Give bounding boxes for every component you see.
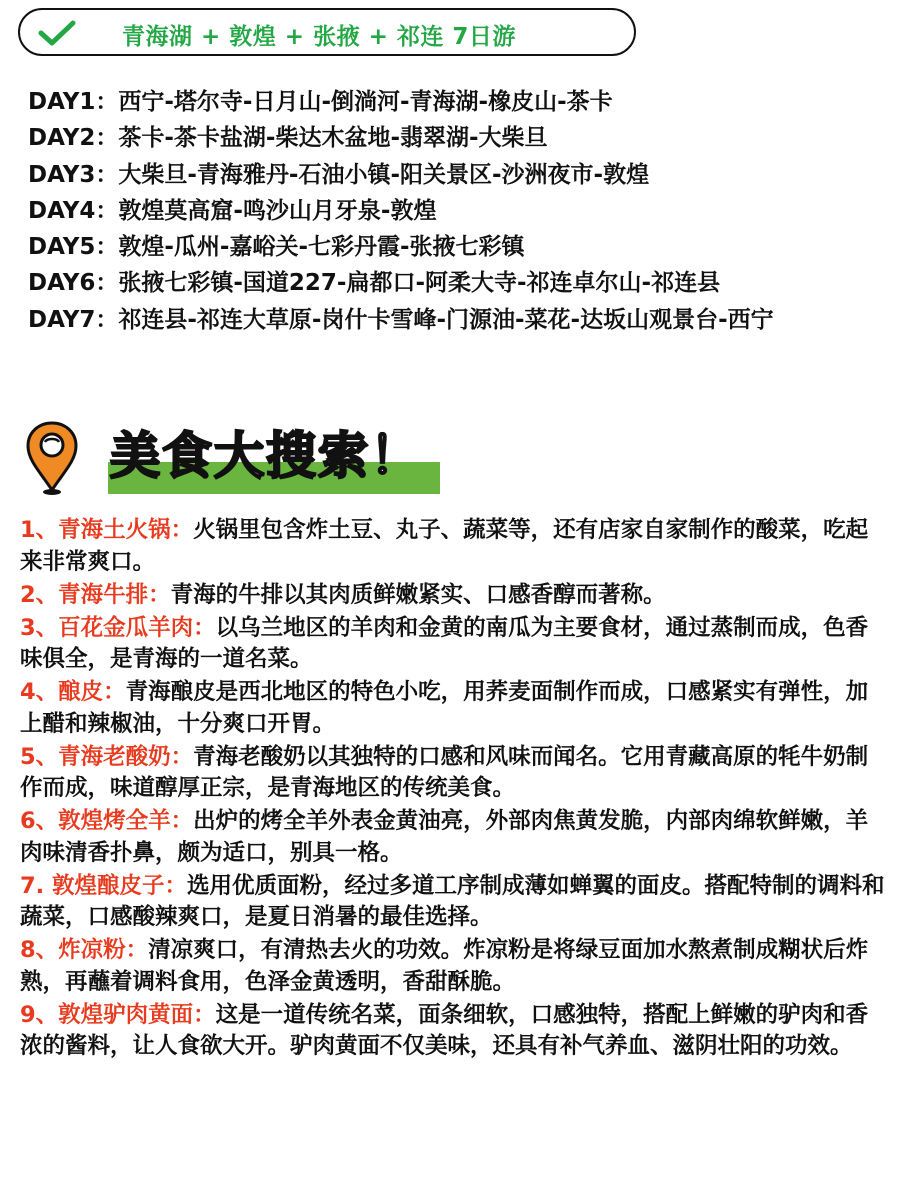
food-item — [20, 871, 885, 934]
food-item — [20, 806, 885, 869]
day-label: DAY7： — [28, 306, 119, 333]
food-description: 青海的牛排以其肉质鲜嫩紧实、口感香醇而著称。 — [170, 581, 666, 608]
itinerary-day — [28, 229, 888, 265]
day-route: 敦煌莫高窟-鸣沙山月牙泉-敦煌 — [118, 197, 437, 224]
food-item — [20, 1000, 885, 1063]
day-label: DAY3： — [28, 161, 119, 188]
food-item — [20, 742, 885, 805]
day-route: 敦煌-瓜州-嘉峪关-七彩丹霞-张掖七彩镇 — [118, 234, 525, 261]
food-name: 5、青海老酸奶： — [20, 743, 194, 770]
day-route: 大柴旦-青海雅丹-石油小镇-阳关景区-沙洲夜市-敦煌 — [118, 161, 650, 188]
itinerary-day — [28, 120, 888, 156]
itinerary-day — [28, 302, 888, 338]
food-description: 选用优质面粉，经过多道工序制成薄如蝉翼的面皮。搭配特制的调料和蔬菜，口感酸辣爽口，是夏日消暑的最佳选择。 — [20, 872, 885, 930]
food-name: 4、酿皮： — [20, 679, 126, 705]
day-label: DAY5： — [28, 234, 119, 261]
itinerary-day — [28, 193, 888, 229]
food-section-header — [22, 414, 442, 500]
day-route: 祁连县-祁连大草原-岗什卡雪峰-门源油-菜花-达坂山观景台-西宁 — [118, 306, 774, 333]
food-description: 出炉的烤全羊外表金黄油亮，外部肉焦黄发脆，内部肉绵软鲜嫩，羊肉味清香扑鼻，颇为适口，别具一格。 — [20, 808, 869, 866]
itinerary-day — [28, 265, 888, 301]
food-name: 8、炸凉粉： — [20, 937, 149, 963]
day-route: 西宁-塔尔寺-日月山-倒淌河-青海湖-橡皮山-茶卡 — [118, 89, 613, 115]
itinerary-day — [28, 157, 888, 193]
food-item — [20, 935, 885, 998]
food-description: 青海老酸奶以其独特的口感和风味而闻名。它用青藏高原的牦牛奶制作而成，味道醇厚正宗，是青海地区的传统美食。 — [20, 743, 869, 801]
food-list — [20, 515, 885, 1064]
day-label: DAY1： — [28, 89, 119, 115]
check-icon — [38, 20, 76, 46]
food-item — [20, 613, 885, 676]
food-description: 青海酿皮是西北地区的特色小吃，用荞麦面制作而成，口感紧实有弹性，加上醋和辣椒油，十分爽口开胃。 — [20, 679, 869, 737]
food-name: 9、敦煌驴肉黄面： — [20, 1001, 216, 1028]
food-name: 7. 敦煌酿皮子： — [20, 872, 188, 899]
day-label: DAY6： — [28, 270, 119, 297]
food-name: 2、青海牛排： — [20, 581, 171, 608]
day-label: DAY4： — [28, 197, 119, 224]
day-route: 张掖七彩镇-国道227-扁都口-阿柔大寺-祁连卓尔山-祁连县 — [118, 270, 721, 297]
food-description: 清凉爽口，有清热去火的功效。炸凉粉是将绿豆面加水熬煮制成糊状后炸熟，再蘸着调料食用，色泽金黄透明，香甜酥脆。 — [20, 937, 869, 995]
itinerary-list — [28, 84, 888, 338]
food-name: 1、青海土火锅： — [20, 517, 194, 543]
title-banner — [18, 8, 636, 56]
food-description: 以乌兰地区的羊肉和金黄的南瓜为主要食材，通过蒸制而成，色香味俱全，是青海的一道名菜。 — [20, 614, 869, 672]
food-name: 3、百花金瓜羊肉： — [20, 614, 216, 641]
food-description: 这是一道传统名菜，面条细软，口感独特，搭配上鲜嫩的驴肉和香浓的酱料，让人食欲大开。驴肉黄面不仅美味，还具有补气养血、滋阴壮阳的功效。 — [20, 1001, 869, 1059]
food-item — [20, 677, 885, 740]
location-pin-icon — [24, 420, 80, 498]
food-item — [20, 515, 885, 578]
day-route: 茶卡-茶卡盐湖-柴达木盆地-翡翠湖-大柴旦 — [118, 125, 548, 152]
page-title: 青海湖 + 敦煌 + 张掖 + 祁连 7日游 — [122, 24, 516, 50]
itinerary-day — [28, 84, 888, 120]
food-description: 火锅里包含炸土豆、丸子、蔬菜等，还有店家自家制作的酸菜，吃起来非常爽口。 — [20, 517, 869, 575]
food-section-title: 美食大搜索！ — [110, 427, 422, 485]
food-name: 6、敦煌烤全羊： — [20, 808, 194, 834]
day-label: DAY2： — [28, 125, 119, 152]
food-item — [20, 580, 885, 612]
